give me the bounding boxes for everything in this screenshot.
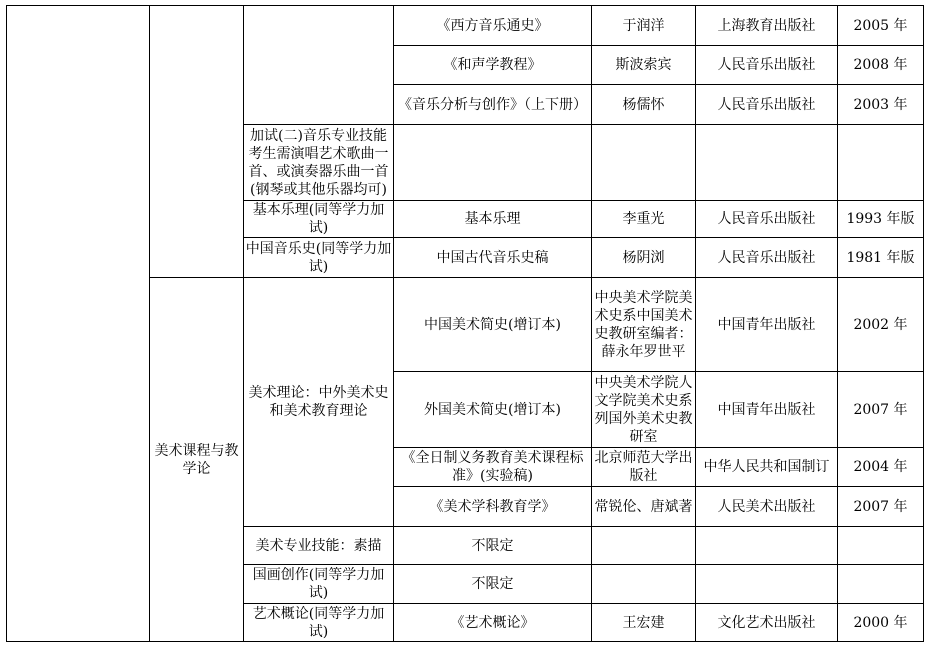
reference-book-table	[6, 5, 924, 642]
publisher-cell: 中华人民共和国制订	[696, 448, 838, 487]
year-cell: 2000 年	[838, 604, 924, 642]
book-title-cell: 不限定	[394, 527, 592, 565]
year-cell: 2003 年	[838, 85, 924, 125]
author-cell: 杨阴浏	[592, 238, 696, 278]
subject-cell: 加试(二)音乐专业技能考生需演唱艺术歌曲一首、或演奏器乐曲一首(钢琴或其他乐器均可)	[244, 125, 394, 201]
year-cell	[838, 125, 924, 201]
year-cell: 1993 年版	[838, 201, 924, 238]
publisher-cell: 上海教育出版社	[696, 6, 838, 46]
author-cell: 李重光	[592, 201, 696, 238]
author-cell	[592, 527, 696, 565]
publisher-cell	[696, 565, 838, 604]
subject-cell: 美术专业技能：素描	[244, 527, 394, 565]
blank-cell	[150, 6, 244, 278]
year-cell	[838, 527, 924, 565]
author-cell: 北京师范大学出版社	[592, 448, 696, 487]
subject-cell: 国画创作(同等学力加试)	[244, 565, 394, 604]
book-title-cell: 《西方音乐通史》	[394, 6, 592, 46]
publisher-cell: 中国青年出版社	[696, 372, 838, 448]
publisher-cell: 人民音乐出版社	[696, 46, 838, 85]
book-title-cell	[394, 125, 592, 201]
year-cell: 2004 年	[838, 448, 924, 487]
book-title-cell: 基本乐理	[394, 201, 592, 238]
book-title-cell: 中国美术简史(增订本)	[394, 278, 592, 372]
author-cell	[592, 565, 696, 604]
book-title-cell: 《全日制义务教育美术课程标准》(实验稿)	[394, 448, 592, 487]
publisher-cell: 人民音乐出版社	[696, 201, 838, 238]
publisher-cell: 中国青年出版社	[696, 278, 838, 372]
year-cell: 2007 年	[838, 487, 924, 527]
author-cell: 斯波索宾	[592, 46, 696, 85]
subject-cell: 基本乐理(同等学力加试)	[244, 201, 394, 238]
book-title-cell: 《和声学教程》	[394, 46, 592, 85]
publisher-cell: 人民音乐出版社	[696, 85, 838, 125]
table-row	[7, 6, 924, 46]
book-title-cell: 《艺术概论》	[394, 604, 592, 642]
subject-cell: 艺术概论(同等学力加试)	[244, 604, 394, 642]
blank-cell	[7, 6, 150, 642]
book-title-cell: 《音乐分析与创作》（上下册）	[394, 85, 592, 125]
book-title-cell: 中国古代音乐史稿	[394, 238, 592, 278]
publisher-cell: 文化艺术出版社	[696, 604, 838, 642]
author-cell: 杨儒怀	[592, 85, 696, 125]
author-cell: 常锐伦、唐斌著	[592, 487, 696, 527]
book-title-cell: 外国美术简史(增订本)	[394, 372, 592, 448]
book-title-cell: 《美术学科教育学》	[394, 487, 592, 527]
publisher-cell: 人民美术出版社	[696, 487, 838, 527]
blank-cell	[244, 6, 394, 125]
year-cell: 1981 年版	[838, 238, 924, 278]
author-cell: 王宏建	[592, 604, 696, 642]
author-cell: 中央美术学院美术史系中国美术史教研室编者：薛永年罗世平	[592, 278, 696, 372]
year-cell: 2007 年	[838, 372, 924, 448]
book-title-cell: 不限定	[394, 565, 592, 604]
year-cell: 2002 年	[838, 278, 924, 372]
course-cell: 美术课程与教学论	[150, 278, 244, 642]
author-cell: 于润洋	[592, 6, 696, 46]
publisher-cell: 人民音乐出版社	[696, 238, 838, 278]
author-cell: 中央美术学院人文学院美术史系列国外美术史教研室	[592, 372, 696, 448]
subject-cell: 中国音乐史(同等学力加试)	[244, 238, 394, 278]
publisher-cell	[696, 125, 838, 201]
year-cell	[838, 565, 924, 604]
publisher-cell	[696, 527, 838, 565]
subject-cell: 美术理论：中外美术史和美术教育理论	[244, 278, 394, 527]
author-cell	[592, 125, 696, 201]
year-cell: 2005 年	[838, 6, 924, 46]
year-cell: 2008 年	[838, 46, 924, 85]
